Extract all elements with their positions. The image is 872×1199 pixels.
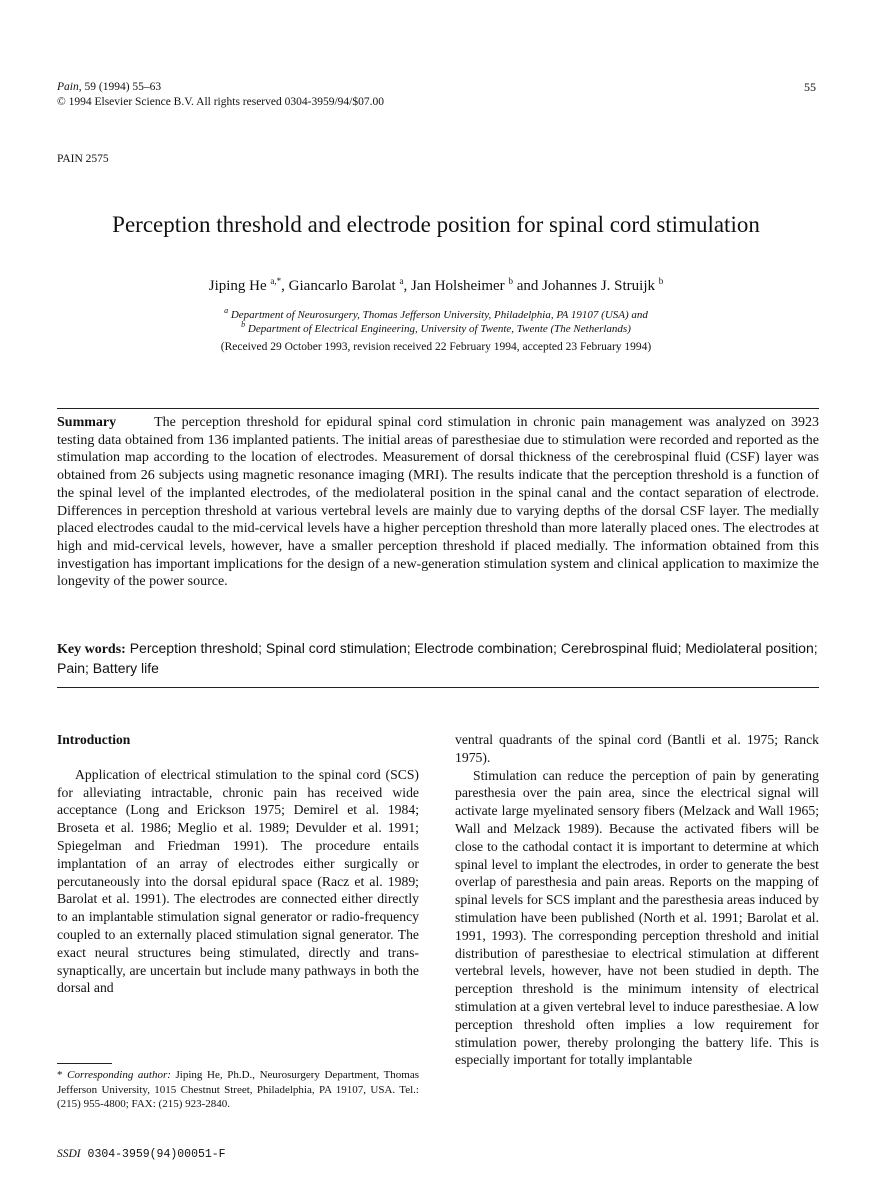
affiliation-text: Department of Electrical Engineering, University of Twente, Twente (The Netherlands): [247, 323, 631, 335]
section-heading: Introduction: [57, 732, 131, 747]
keywords-text: Perception threshold; Spinal cord stimulation; Electrode combination; Cerebrospinal fluid; Mediolateral position; Pain; Battery life: [57, 640, 818, 676]
page-number: 55: [804, 80, 816, 94]
body-paragraph: Stimulation can reduce the perception of pain by generating paresthesia over the pain area, since the electrical signal will activate large myelinated sensory fibers (Melzack and Wall 1965; Wall and Melzack 1989). Because the activated fibers will be close to the cathodal contact it is important to determine at which spinal level to implant the electrodes, in order to generate the best overlap of paresthesia and pain areas. Reports on the mapping of spinal levels for SCS implant and the paresthesia areas induced by stimulation have been published (North et al. 1991; Barolat et al. 1991, 1993). The corresponding perception threshold and initial distribution of paresthesiae to electrical stimulation at different vertebral levels, however, have not been studied in depth. The perception threshold is the minimum intensity of electrical stimulation at a given vertebral level to induce paresthesiae. A low perception threshold often implies a low requirement for stimulation power, thereby prolonging the battery life. This is especially important for totally implantable: [455, 767, 819, 1068]
author-name: , Giancarlo Barolat: [281, 278, 396, 294]
left-column: [57, 731, 419, 997]
received-dates: (Received 29 October 1993, revision received 22 February 1994, accepted 23 February 1994): [220, 341, 652, 353]
affiliation-marker: a,*: [270, 276, 282, 286]
affiliation-marker: b: [658, 276, 664, 286]
keywords-label: Key words:: [57, 642, 126, 657]
footnote-text: Jiping He, Ph.D., Neurosurgery Department, Thomas Jefferson University, 1015 Chestnut Street, Philadelphia, PA 19107, USA. Tel.: (215) 955-4800; FAX: (215) 923-2840.: [57, 1069, 420, 1110]
affiliation-marker: a: [399, 276, 404, 286]
author-name: and Johannes J. Struijk: [516, 278, 656, 294]
ssdi-value: 0304-3959(94)00051-F: [87, 1148, 226, 1161]
volume-pages: 59 (1994) 55–63: [84, 81, 162, 93]
right-column: [455, 731, 819, 1069]
ssdi-label: SSDI: [57, 1148, 81, 1160]
article-code: PAIN 2575: [57, 153, 109, 165]
body-paragraph: ventral quadrants of the spinal cord (Bantli et al. 1975; Ranck 1975).: [455, 732, 819, 765]
footnote-mark: *: [57, 1069, 63, 1081]
author-list: [0, 276, 872, 295]
footnote-rule: [57, 1063, 112, 1064]
divider: [57, 408, 819, 409]
author-name: Jiping He: [208, 278, 267, 294]
divider: [57, 687, 819, 688]
copyright-line: © 1994 Elsevier Science B.V. All rights reserved 0304-3959/94/$07.00: [57, 96, 384, 108]
affiliation-marker: b: [508, 276, 513, 286]
footnote-label: Corresponding author:: [67, 1069, 171, 1081]
summary-abstract: [57, 414, 819, 591]
keywords: [57, 639, 819, 677]
footnote: [57, 1068, 419, 1112]
body-paragraph: Application of electrical stimulation to the spinal cord (SCS) for alleviating intractable, chronic pain has received wide acceptance (Long and Erickson 1975; Demirel et al. 1984; Broseta et al. 1986; Meglio et al. 1989; Devulder et al. 1991; Spiegelman and Friedman 1991). The procedure entails implantation of an array of electrodes either surgically or percutaneously into the dorsal epidural space (Racz et al. 1989; Barolat et al. 1991). The electrodes are connected either directly to an implantable stimulation signal generator or radio-frequency coupled to an externally placed stimulation signal generator. The exact neural structures being stimulated, directly and trans-synaptically, are uncertain but include many pathways in both the dorsal and: [57, 766, 419, 996]
summary-text: The perception threshold for epidural spinal cord stimulation in chronic pain management was analyzed on 3923 testing data obtained from 136 implanted patients. The initial areas of paresthesiae due to stimulation were recorded and reported as the stimulation map according to the location of electrodes. Measurement of dorsal thickness of the cerebrospinal fluid (CSF) layer was obtained from 26 subjects using magnetic resonance imaging (MRI). The results indicate that the perception threshold is a function of the spinal level of the implanted electrodes, of the mediolateral position in the spinal canal and the contact separation of electrode. Differences in perception threshold at various vertebral levels are mainly due to varying depths of the dorsal CSF layer. The medially placed electrodes caudal to the mid-cervical levels have a higher perception threshold than more laterally placed ones. The electrodes at high and mid-cervical levels, however, have a smaller perception threshold if placed medially. The information obtained from this investigation has important implications for the design of a new-generation stimulation system and clinical application to maximize the longevity of the power source.: [57, 415, 819, 590]
paper-title: Perception threshold and electrode position for spinal cord stimulation: [112, 212, 760, 237]
author-name: , Jan Holsheimer: [403, 278, 505, 294]
summary-label: Summary: [57, 415, 117, 430]
ssdi-code: [57, 1148, 226, 1161]
affiliation-b: [0, 318, 872, 336]
affiliation-marker: b: [241, 320, 246, 329]
affiliation-text: Department of Neurosurgery, Thomas Jefferson University, Philadelphia, PA 19107 (USA) and: [230, 309, 648, 321]
journal-name: Pain,: [57, 81, 82, 93]
journal-citation: [57, 80, 161, 94]
affiliation-marker: a: [224, 306, 229, 315]
